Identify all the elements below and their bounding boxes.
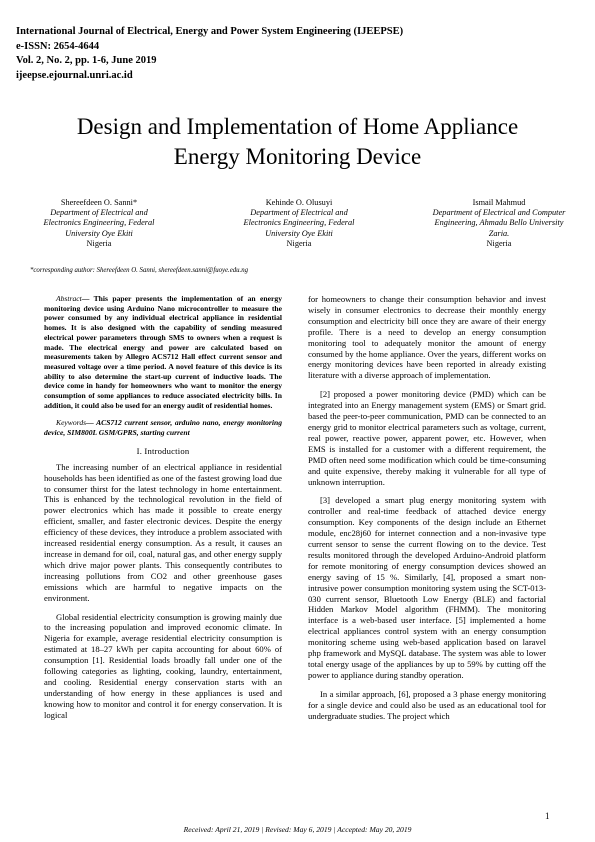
author-affiliation: Department of Electrical and	[50, 208, 148, 218]
body-paragraph: The increasing number of an electrical appliance in residential households has been identified as one of the fastest growing load due to consumer thirst for the latest technology in home entertainment. This is enhanced by the technological revolution in the field of power electronics which has made it possible to create energy efficient, smaller, and faster electronic devices. Despite the energy efficiency of these devices, they introduce a problem associated with increased residential energy consumption. As a result, it causes an increase in demand for oil, coal, natural gas, and other energy supply which drive major power plants. This consequently contributes to increasing pollutions from CO2 and other greenhouse gases emissions which are harmful to negative impacts on the environment.	[44, 461, 282, 603]
title-line-1: Design and Implementation of Home Appliance	[76, 114, 519, 139]
journal-name: International Journal of Electrical, Energy and Power System Engineering (IJEEPSE)	[16, 26, 404, 37]
author-name: Kehinde O. Olusuyi	[265, 198, 333, 207]
journal-issn: e-ISSN: 2654-4644	[16, 40, 100, 52]
journal-website: ijeepse.ejournal.unri.ac.id	[16, 69, 133, 81]
author-affiliation: Department of Electrical and	[250, 208, 348, 218]
section-heading: I. Introduction	[136, 445, 190, 456]
journal-header	[16, 25, 403, 83]
right-column	[308, 294, 546, 730]
corresponding-author: *corresponding author: Shereefdeen O. Sanni, shereefdeen.sanni@fuoye.edu.ng	[30, 267, 249, 274]
author-affiliation: Zaria.	[488, 228, 510, 238]
body-paragraph: [2] proposed a power monitoring device (PMD) which can be integrated into an Energy management system (EMS) or Smart grid. based the peer-to-peer communication, PMD can be connected to an energy grid to monitor electrical parameters such as voltage, current, real power, reactive power, apparent power, etc. However, when EMS is installed for a customer with a different requirement, the PMD often need some modification which could be time-consuming and quite expensive, thereby making it vulnerable for all type of unknown interruption.	[308, 389, 546, 487]
abstract-text: — This paper presents the implementation of an energy monitoring device using Arduino Nano microcontroller to measure the power consumed by any individual electrical appliance in residential homes. It is also designed with the capability of sending measured electrical power parameters through SMS to owners when a request is made. The electrical energy and power are calculated based on measurements taken by Allegro ACS712 Hall effect current sensor and measured voltage over a time period. A novel feature of this device is its ability to also determine the start-up current of inductive loads. The device come in handy for homeowners who want to monitor the energy consumption of some appliances to reduce associated electricity bills. In addition, it could also be used for an energy audit of residential homes.	[44, 294, 282, 410]
submission-dates: Received: April 21, 2019 | Revised: May 6, 2019 | Accepted: May 20, 2019	[183, 825, 412, 834]
keywords-text: — ACS712 current sensor, arduino nano, energy monitoring device, SIM800L GSM/GPRS, starting current	[44, 418, 282, 438]
abstract-label: Abstract	[56, 294, 82, 303]
author-1	[14, 198, 184, 249]
body-paragraph: Global residential electricity consumption is growing mainly due to the increasing population and improved economic climate. In Nigeria for example, average residential electricity consumption is estimated at 18–27 kWh per capita accounting for about 60% of consumption [1]. Residential loads broadly fall under one of the following categories as lighting, cooking, laundry, entertainment, and cooling. Residential energy conservation starts with an understanding of how energy in these appliances is used and knowing how to monitor and control it for energy conservation. It is logical	[44, 611, 282, 720]
left-column	[44, 294, 282, 729]
author-country: Nigeria	[486, 238, 512, 248]
page-number: 1	[545, 811, 550, 821]
author-block	[14, 198, 584, 249]
journal-volume: Vol. 2, No. 2, pp. 1-6, June 2019	[16, 55, 157, 66]
author-country: Nigeria	[286, 238, 312, 248]
author-affiliation: University Oye Ekiti	[65, 228, 133, 238]
author-affiliation: University Oye Ekiti	[265, 228, 333, 238]
author-country: Nigeria	[86, 238, 112, 248]
body-paragraph: In a similar approach, [6], proposed a 3 phase energy monitoring for a single device and could also be used as an educational tool for undergraduate studies. The project which	[308, 688, 546, 721]
author-3	[414, 198, 584, 249]
author-affiliation: Department of Electrical and Computer	[432, 208, 566, 218]
author-affiliation: Electronics Engineering, Federal	[243, 218, 355, 228]
body-paragraph: [3] developed a smart plug energy monitoring system with controller and real-time feedback of attached device energy consumption. Key components of the design include an Ethernet module, enc28j60 for internet connection and a non-invasive type current sensor to sense the current flowing on to the device. Test results monitored through the developed Arduino-Android platform for remote monitoring of energy consumption devices showed an energy saving of 15 %. Similarly, [4], proposed a smart non-intrusive power consumption monitoring system using the SCT-013-030 current sensor, Bluetooth Low Energy (BLE) and factorial Hidden Markov Model algorithm (FHMM). The monitoring interface is a web-based user interface. [5] implemented a home electrical appliances control system with an energy consumption monitoring scheme using web-based application based on laravel php framework and MySQL database. The system was able to lower total energy usage of the appliances by up to 59% by cutting off the power to appliance during standby operation.	[308, 495, 546, 680]
body-paragraph: for homeowners to change their consumption behavior and invest wisely in consumer electronics to decrease their monthly energy consumption and electricity bill once they are aware of their energy profile. There is a need to develop an energy consumption monitoring tool to adequately monitor the amount of energy consumed by the home appliance. Over the years, different works on energy monitoring devices have been reported in already existing literature with a diverse approach of implementation.	[308, 294, 546, 381]
paper-title	[0, 112, 595, 172]
abstract	[44, 294, 282, 410]
author-name: Ismail Mahmud	[472, 198, 526, 207]
author-name: Shereefdeen O. Sanni*	[60, 198, 138, 207]
author-2	[214, 198, 384, 249]
keywords	[44, 418, 282, 437]
author-affiliation: Electronics Engineering, Federal	[43, 218, 155, 228]
title-line-2: Energy Monitoring Device	[173, 144, 422, 169]
author-affiliation: Engineering, Ahmadu Bello University	[434, 218, 564, 228]
keywords-label: Keywords	[56, 418, 87, 428]
